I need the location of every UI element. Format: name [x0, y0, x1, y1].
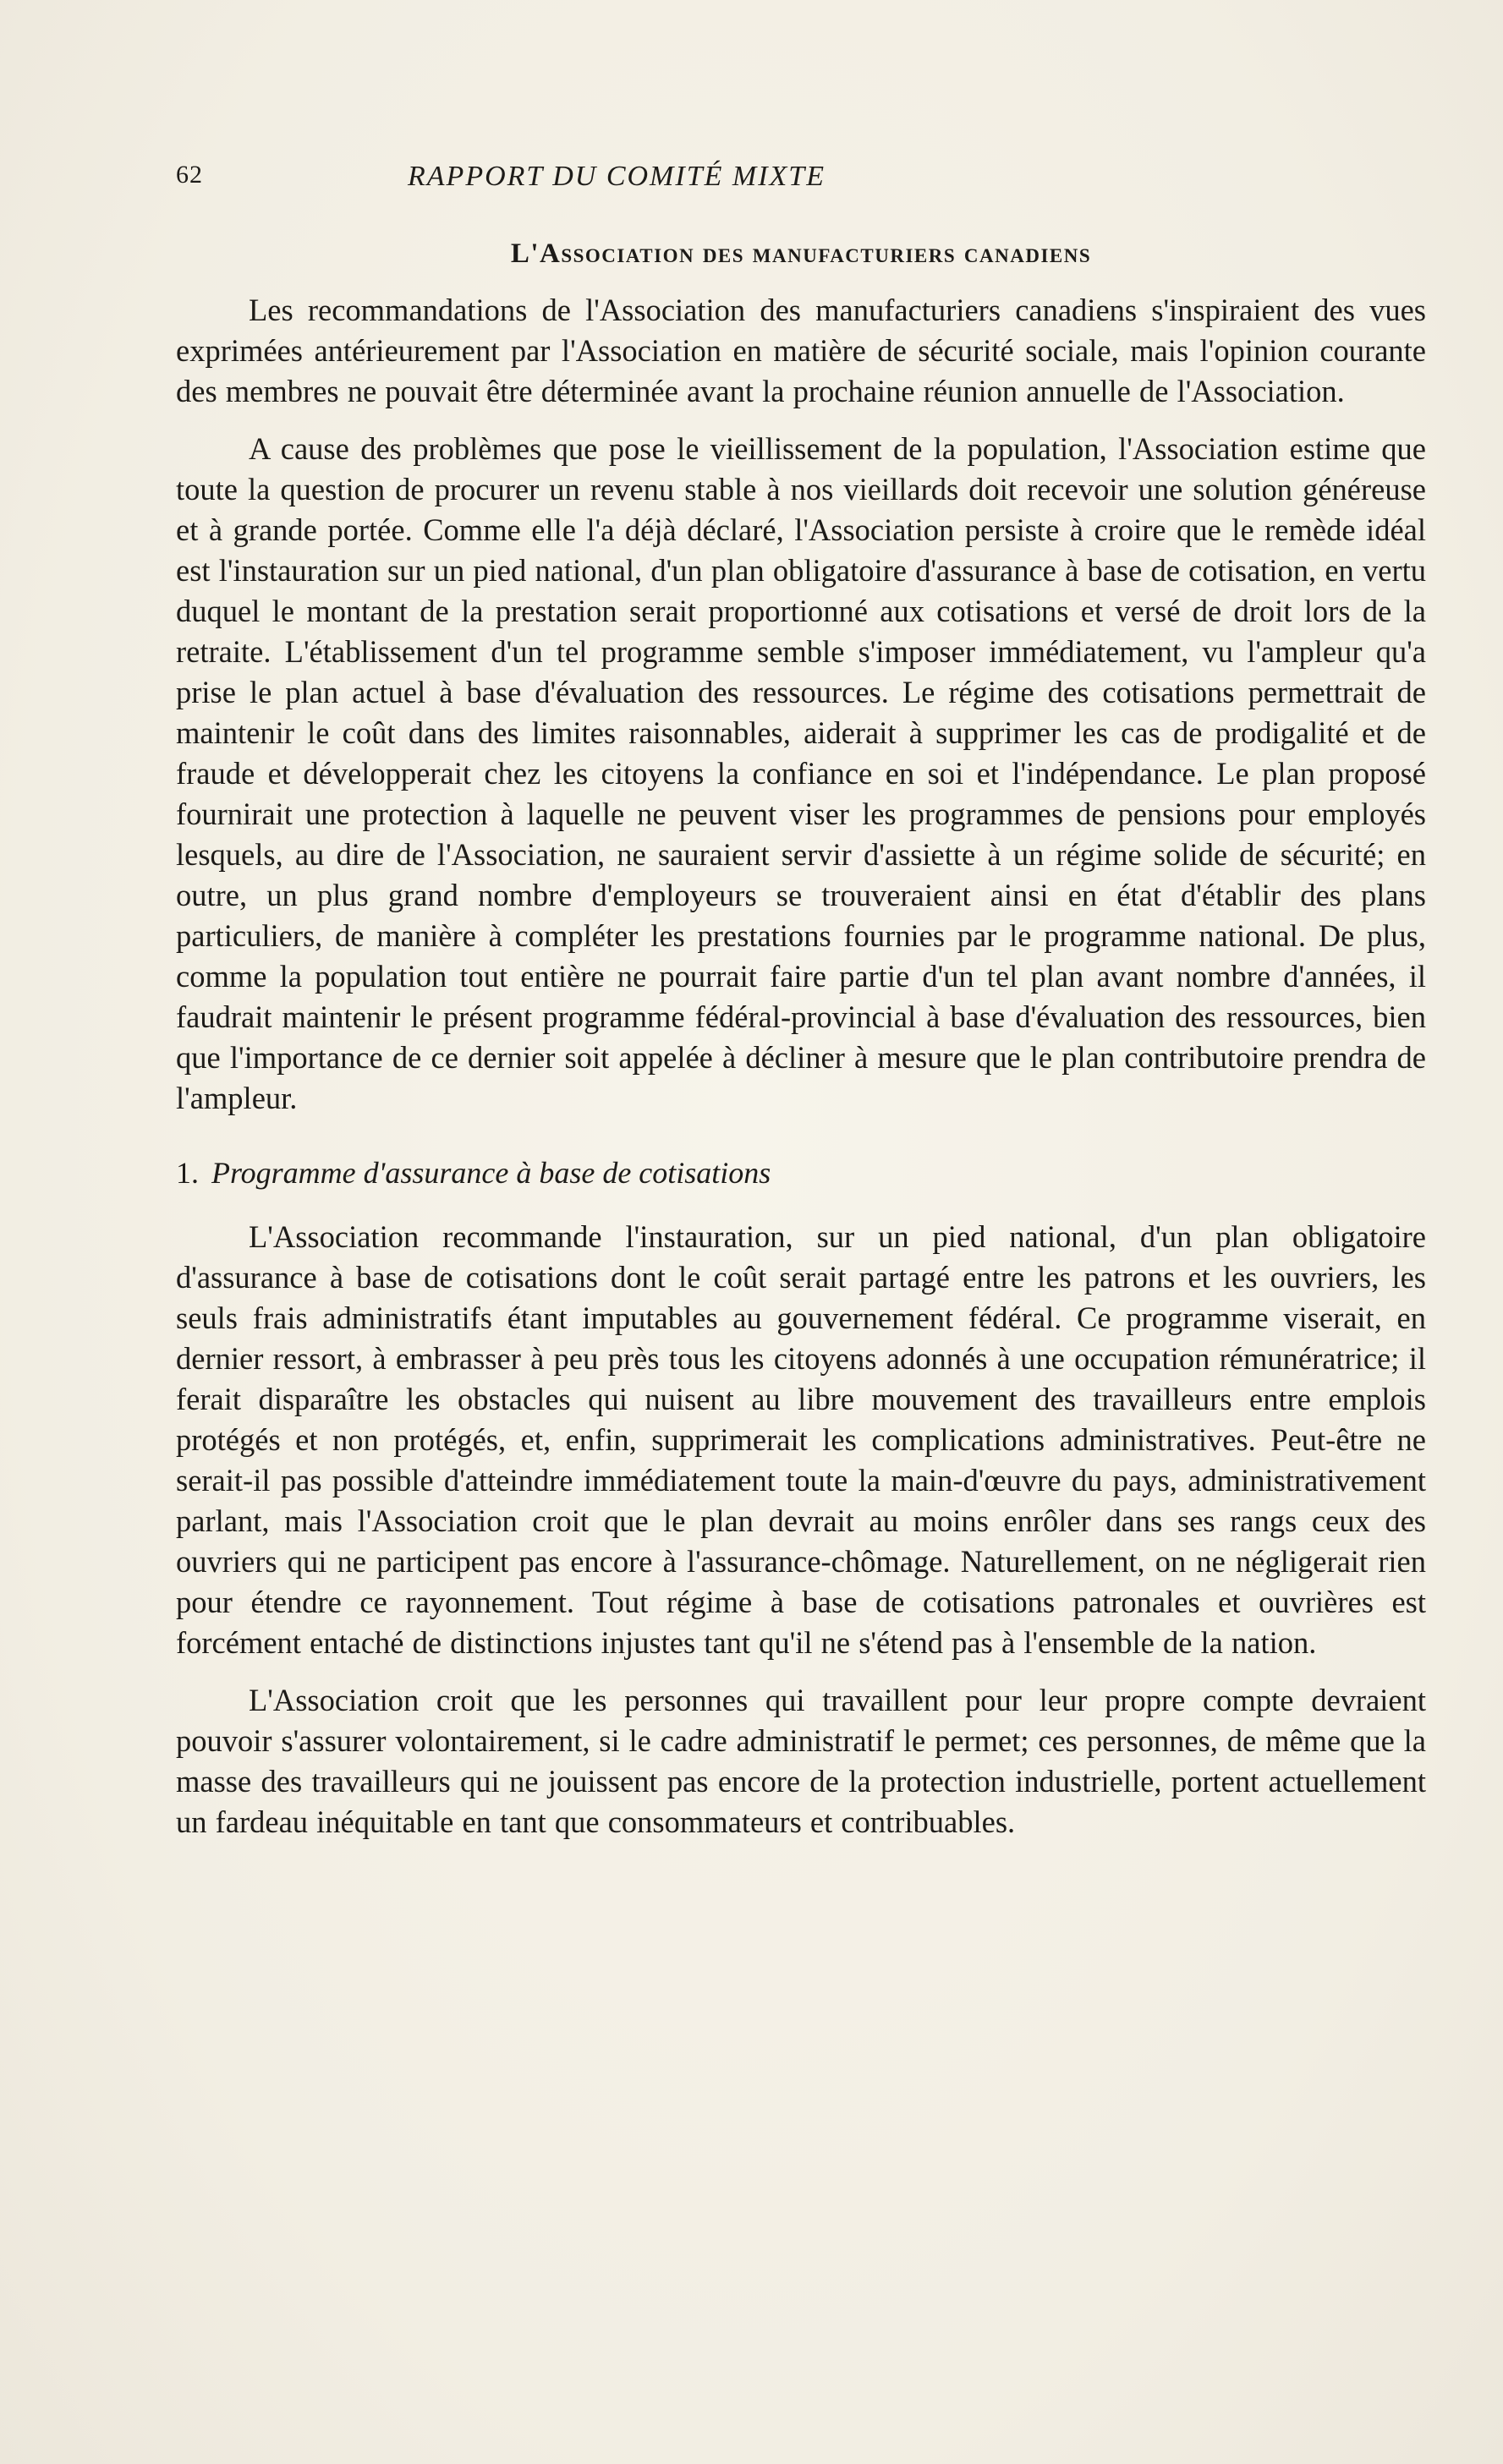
page-number: 62 [176, 161, 203, 189]
subsection-number: 1. [176, 1156, 199, 1190]
subsection-heading [176, 1153, 1426, 1193]
paragraph: L'Association recommande l'instauration, sur un pied national, d'un plan obligatoire d'assurance à base de cotisations dont le coût serait partagé entre les patrons et les ouvriers, les seuls frais administratifs étant imputables au gouvernement fédéral. Ce programme viserait, en dernier ressort, à embrasser à peu près tous les citoyens adonnés à une occupation rémunératrice; il ferait disparaître les obstacles qui nuisent au libre mouvement des travailleurs entre emplois protégés et non protégés, et, enfin, supprimerait les complications administratives. Peut-être ne serait-il pas possible d'atteindre immédiatement toute la main-d'œuvre du pays, administrativement parlant, mais l'Association croit que le plan devrait au moins enrôler dans ses rangs ceux des ouvriers qui ne participent pas encore à l'assurance-chômage. Naturellement, on ne négligerait rien pour étendre ce rayonnement. Tout régime à base de cotisations patronales et ouvrières est forcément entaché de distinctions injustes tant qu'il ne s'étend pas à l'ensemble de la nation. [176, 1219, 1426, 1660]
running-title: RAPPORT DU COMITÉ MIXTE [408, 161, 826, 192]
running-head [176, 161, 1040, 201]
subsection-title: Programme d'assurance à base de cotisations [211, 1156, 771, 1190]
paragraph: L'Association croit que les personnes qui travaillent pour leur propre compte devraient pouvoir s'assurer volontairement, si le cadre administratif le permet; ces personnes, de même que la masse des travailleurs qui ne jouissent pas encore de la protection industrielle, portent actuellement un fardeau inéquitable en tant que consommateurs et contribuables. [176, 1683, 1426, 1839]
paragraph: A cause des problèmes que pose le vieillissement de la population, l'Association estime que toute la question de procurer un revenu stable à nos vieillards doit recevoir une solution généreuse et à grande portée. Comme elle l'a déjà déclaré, l'Association persiste à croire que le remède idéal est l'instauration sur un pied national, d'un plan obligatoire d'assurance à base de cotisation, en vertu duquel le montant de la prestation serait proportionné aux cotisations et versé de droit lors de la retraite. L'établissement d'un tel programme semble s'imposer immédiatement, vu l'ampleur qu'a prise le plan actuel à base d'évaluation des ressources. Le régime des cotisations permettrait de maintenir le coût dans des limites raisonnables, aiderait à supprimer les cas de prodigalité et de fraude et développerait chez les citoyens la confiance en soi et l'indépendance. Le plan proposé fournirait une protection à laquelle ne peuvent viser les programmes de pensions pour employés lesquels, au dire de l'Association, ne sauraient servir d'assiette à un régime solide de sécurité; en outre, un plus grand nombre d'employeurs se trouveraient ainsi en état d'établir des plans particuliers, de manière à compléter les prestations fournies par le programme national. De plus, comme la population tout entière ne pourrait faire partie d'un tel plan avant nombre d'années, il faudrait maintenir le présent programme fédéral-provincial à base d'évaluation des ressources, bien que l'importance de ce dernier soit appelée à décliner à mesure que le plan contributoire prendra de l'ampleur. [176, 431, 1426, 1115]
page-body [176, 238, 1426, 1843]
section-heading: L'Association des manufacturiers canadiens [510, 238, 1092, 269]
paragraph: Les recommandations de l'Association des manufacturiers canadiens s'inspiraient des vues exprimées antérieurement par l'Association en matière de sécurité sociale, mais l'opinion courante des membres ne pouvait être déterminée avant la prochaine réunion annuelle de l'Association. [176, 293, 1426, 408]
